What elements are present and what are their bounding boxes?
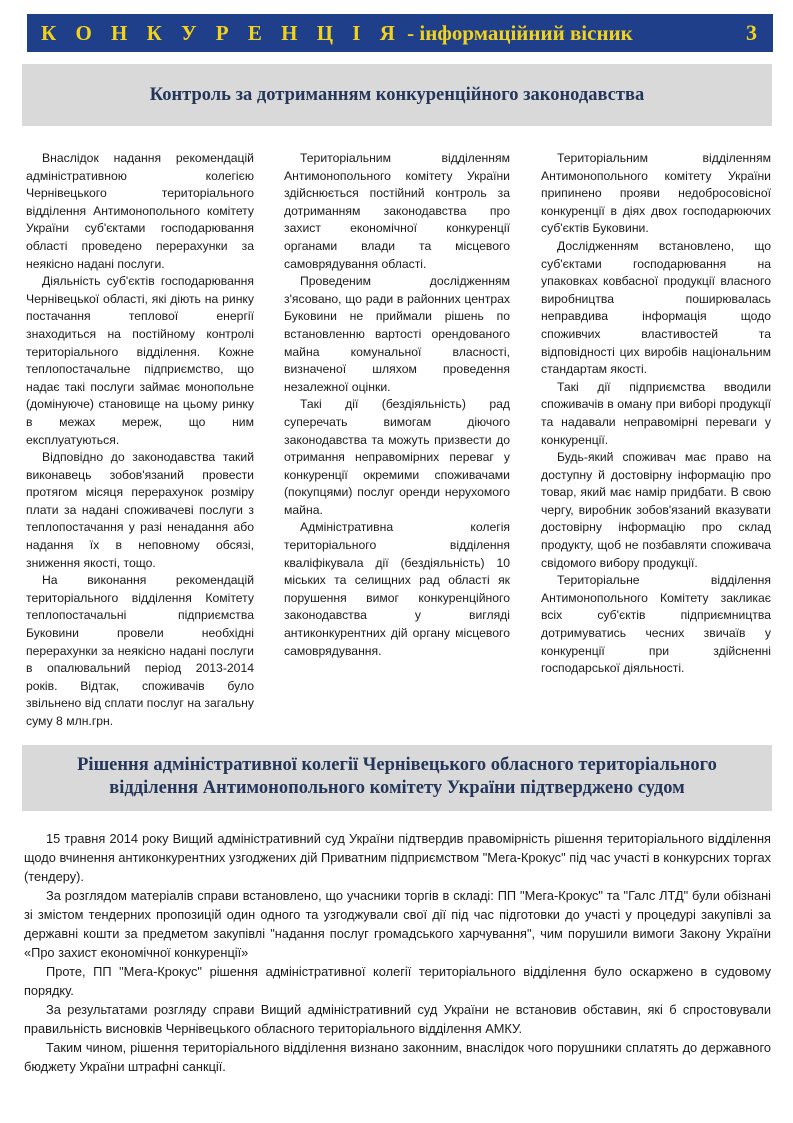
section1-title: Контроль за дотриманням конкуренційного законодавства <box>22 64 772 126</box>
section2-body <box>24 829 771 1076</box>
paragraph: Таким чином, рішення територіального відділення визнано законним, внаслідок чого порушники сплатять до державного бюджету України штрафні санкції. <box>24 1040 771 1074</box>
paragraph: Діяльність суб'єктів господарювання Чернівецької області, які діють на ринку постачання теплової енергії знаходиться на постійному контролі територіального відділення. Кожне теплопостачальне підприємство, що надає такі послуги займає монопольне (домінуюче) становище на цьому ринку в межах мереж, що ним експлуатуються. <box>26 274 254 447</box>
paragraph: За результатами розгляду справи Вищий адміністративний суд України не встановив обставин, які б спростовували правильність висновків Чернівецького обласного територіального відділення АМКУ. <box>24 1002 771 1036</box>
section2-title-line1: Рішення адміністративної колегії Чернівецького обласного територіального <box>77 755 717 775</box>
paragraph: Такі дії (бездіяльність) рад суперечать вимогам діючого законодавства та можуть призвести до отримання неправомірних переваг у конкуренції окремими споживачами (покупцями) послуг оренди нерухомого майна. <box>284 397 510 517</box>
section2-title <box>22 745 772 811</box>
paragraph: Відповідно до законодавства такий виконавець зобов'язаний провести протягом місяця перерахунок розміру плати за надані споживачеві послуги з теплопостачання у разі ненадання або надання їх в неповному обсязі, зниження якості, тощо. <box>26 450 254 570</box>
section1-column-1 <box>26 150 254 731</box>
section1-column-2 <box>284 150 510 660</box>
paragraph: Такі дії підприємства вводили споживачів в оману при виборі продукції та надавали неправомірні переваги у конкуренції. <box>541 379 771 447</box>
page-number: 3 <box>746 20 757 45</box>
section1-column-3 <box>541 150 771 678</box>
paragraph: Будь-який споживач має право на доступну й достовірну інформацію про товар, який має намір придбати. В свою чергу, виробник зобов'язаний вказувати достовірну інформацію про склад продукту, щоб не позбавляти споживача свідомого вибору продукції. <box>541 450 771 570</box>
paragraph: За розглядом матеріалів справи встановлено, що учасники торгів в складі: ПП "Мега-Крокус" та "Галс ЛТД" були обізнані зі змістом тендерних пропозицій один одного та узгоджували свої дії під час підготовки до участі у процедурі закупівлі за державні кошти за предметом закупівлі "надання послуг громадського харчування", чим порушили вимоги Закону України «Про захист економічної конкуренції» <box>24 888 771 960</box>
paragraph: Проте, ПП "Мега-Крокус" рішення адміністративної колегії територіального відділення було оскаржено в судовому порядку. <box>24 964 771 998</box>
paragraph: Внаслідок надання рекомендацій адміністративною колегією Чернівецького територіального відділення Антимонопольного комітету України суб'єктами господарювання області проведено перерахунки за неякісно надані послуги. <box>26 151 254 271</box>
newsletter-title-main: К О Н К У Р Е Н Ц І Я <box>41 20 402 45</box>
paragraph: 15 травня 2014 року Вищий адміністративний суд України підтвердив правомірність рішення територіального відділення щодо вчинення антиконкурентних узгоджених дій Приватним підприємством "Мега-Крокус" під час участі в конкурсних торгах (тендеру). <box>24 831 771 884</box>
paragraph: Проведеним дослідженням з'ясовано, що ради в районних центрах Буковини не приймали рішень по встановленню вартості орендованого майна комунальної власності, визначеної шляхом проведення незалежної оцінки. <box>284 274 510 394</box>
paragraph: Адміністративна колегія територіального відділення кваліфікувала дії (бездіяльність) 10 міських та селищних рад області як порушення вимог конкуренційного законодавства у вигляді антиконкурентних дій органу місцевого самоврядування. <box>284 520 510 658</box>
paragraph: На виконання рекомендацій територіального відділення Комітету теплопостачальні підприємства Буковини провели необхідні перерахунки за неякісно надані послуги в опалювальний період 2013-2014 років. Відтак, споживачів було звільнено від сплати послуг на загальну суму 8 млн.грн. <box>26 573 254 728</box>
paragraph: Територіальним відділенням Антимонопольного комітету України припинено прояви недобросовісної конкуренції в діях двох господарюючих суб'єктів Буковини. <box>541 151 771 236</box>
paragraph: Територіальним відділенням Антимонопольного комітету України здійснюється постійний контроль за дотриманням законодавства про захист економічної конкуренції органами влади та місцевого самоврядування області. <box>284 151 510 271</box>
newsletter-title <box>41 21 633 46</box>
section2-title-line2: відділення Антимонопольного комітету України підтверджено судом <box>109 778 685 798</box>
newsletter-title-sub: - інформаційний вісник <box>401 20 633 45</box>
newsletter-header-bar <box>27 14 773 52</box>
paragraph: Дослідженням встановлено, що суб'єктами господарювання на упаковках ковбасної продукції власного виробництва поширювалась неправдива інформація щодо споживчих властивостей та відповідності цих виробів національним стандартам якості. <box>541 238 771 377</box>
paragraph: Територіальне відділення Антимонопольного Комітету закликає всіх суб'єктів підприємництва дотримуватись чесних звичаїв у конкуренції при здійсненні господарської діяльності. <box>541 573 771 676</box>
